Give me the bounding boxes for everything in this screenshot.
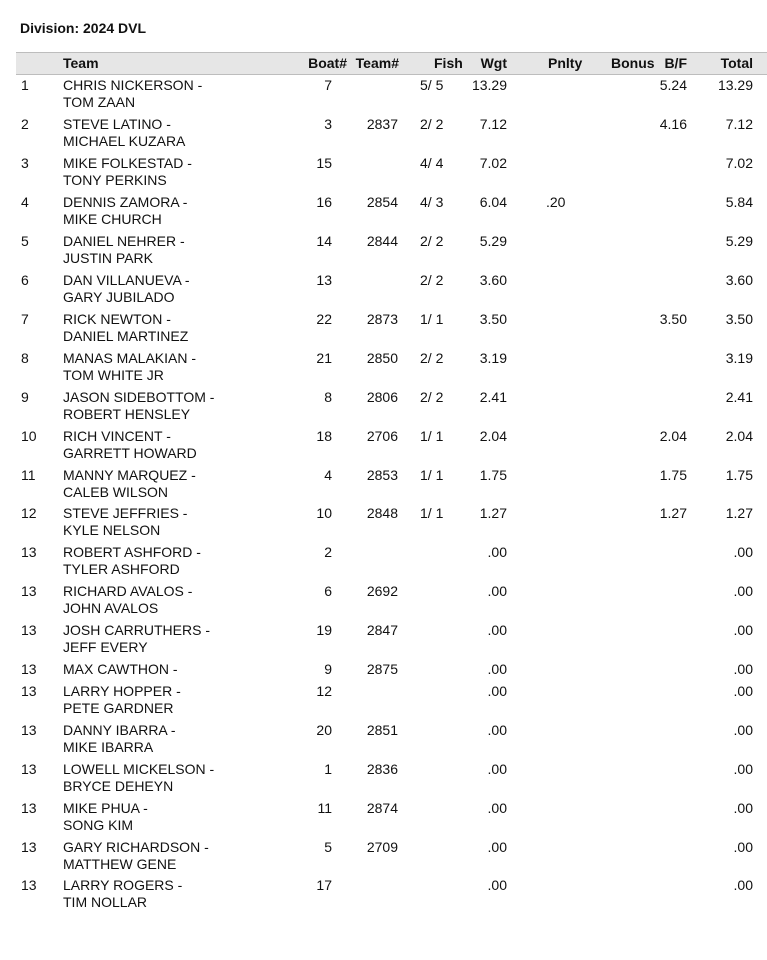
place-cell: 10 bbox=[21, 428, 37, 444]
weight-cell: 3.50 bbox=[479, 311, 507, 327]
boat-cell: 20 bbox=[316, 722, 332, 738]
team-name-line2: BRYCE DEHEYN bbox=[63, 778, 174, 794]
team-number-cell: 2848 bbox=[366, 505, 398, 521]
team-number-cell: 2709 bbox=[366, 839, 398, 855]
fish-cell: 2/ 2 bbox=[420, 272, 444, 288]
header-total: Total bbox=[720, 55, 753, 71]
boat-cell: 15 bbox=[316, 155, 332, 171]
team-name-line2: SONG KIM bbox=[63, 817, 134, 833]
place-cell: 13 bbox=[21, 622, 37, 638]
team-name-line1: JOSH CARRUTHERS - bbox=[63, 622, 211, 638]
fish-cell: 1/ 1 bbox=[420, 311, 444, 327]
big-fish-cell: 3.50 bbox=[659, 311, 687, 327]
table-header bbox=[16, 52, 767, 75]
total-cell: 2.04 bbox=[725, 428, 753, 444]
boat-cell: 22 bbox=[316, 311, 332, 327]
place-cell: 11 bbox=[21, 467, 36, 483]
weight-cell: 2.04 bbox=[479, 428, 507, 444]
boat-cell: 1 bbox=[324, 761, 332, 777]
total-cell: .00 bbox=[733, 622, 753, 638]
table-row bbox=[0, 877, 767, 915]
weight-cell: 13.29 bbox=[471, 77, 507, 93]
team-name-line2: DANIEL MARTINEZ bbox=[63, 328, 189, 344]
table-row bbox=[0, 761, 767, 799]
place-cell: 13 bbox=[21, 800, 37, 816]
weight-cell: .00 bbox=[487, 761, 507, 777]
team-name-line1: MIKE PHUA - bbox=[63, 800, 148, 816]
total-cell: 3.50 bbox=[725, 311, 753, 327]
table-row bbox=[0, 428, 767, 466]
weight-cell: .00 bbox=[487, 583, 507, 599]
total-cell: 1.75 bbox=[725, 467, 753, 483]
table-row bbox=[0, 233, 767, 271]
team-number-cell: 2854 bbox=[366, 194, 398, 210]
team-name-line2: JUSTIN PARK bbox=[63, 250, 153, 266]
team-name-line2: JOHN AVALOS bbox=[63, 600, 159, 616]
place-cell: 13 bbox=[21, 683, 37, 699]
fish-cell: 2/ 2 bbox=[420, 233, 444, 249]
team-name-line2: TOM ZAAN bbox=[63, 94, 136, 110]
total-cell: 3.60 bbox=[725, 272, 753, 288]
place-cell: 4 bbox=[21, 194, 29, 210]
total-cell: 13.29 bbox=[717, 77, 753, 93]
boat-cell: 5 bbox=[324, 839, 332, 855]
header-boat: Boat# bbox=[308, 55, 347, 71]
total-cell: 3.19 bbox=[725, 350, 753, 366]
team-name-line2: TOM WHITE JR bbox=[63, 367, 164, 383]
weight-cell: 1.75 bbox=[479, 467, 507, 483]
team-name-line1: MIKE FOLKESTAD - bbox=[63, 155, 192, 171]
team-name-line1: RICK NEWTON - bbox=[63, 311, 171, 327]
total-cell: 5.84 bbox=[725, 194, 753, 210]
big-fish-cell: 1.27 bbox=[659, 505, 687, 521]
table-row bbox=[0, 350, 767, 388]
boat-cell: 18 bbox=[316, 428, 332, 444]
table-row bbox=[0, 467, 767, 505]
team-name-line2: MICHAEL KUZARA bbox=[63, 133, 186, 149]
place-cell: 7 bbox=[21, 311, 29, 327]
place-cell: 2 bbox=[21, 116, 29, 132]
team-name-line1: MANAS MALAKIAN - bbox=[63, 350, 197, 366]
team-number-cell: 2874 bbox=[366, 800, 398, 816]
table-row bbox=[0, 311, 767, 349]
weight-cell: .00 bbox=[487, 722, 507, 738]
total-cell: 1.27 bbox=[725, 505, 753, 521]
team-name-line1: DANIEL NEHRER - bbox=[63, 233, 185, 249]
team-name-line2: ROBERT HENSLEY bbox=[63, 406, 191, 422]
fish-cell: 4/ 3 bbox=[420, 194, 444, 210]
table-row bbox=[0, 683, 767, 721]
boat-cell: 6 bbox=[324, 583, 332, 599]
place-cell: 13 bbox=[21, 661, 37, 677]
weight-cell: 7.12 bbox=[479, 116, 507, 132]
table-row bbox=[0, 505, 767, 543]
table-row bbox=[0, 622, 767, 660]
total-cell: .00 bbox=[733, 839, 753, 855]
team-name-line1: LOWELL MICKELSON - bbox=[63, 761, 215, 777]
total-cell: .00 bbox=[733, 544, 753, 560]
team-name-line1: MAX CAWTHON - bbox=[63, 661, 178, 677]
big-fish-cell: 2.04 bbox=[659, 428, 687, 444]
header-penalty: Pnlty bbox=[548, 55, 583, 71]
place-cell: 13 bbox=[21, 544, 37, 560]
boat-cell: 16 bbox=[316, 194, 332, 210]
header-fish: Fish bbox=[434, 55, 463, 71]
team-number-cell: 2873 bbox=[366, 311, 398, 327]
team-name-line1: RICH VINCENT - bbox=[63, 428, 171, 444]
table-row bbox=[0, 155, 767, 193]
place-cell: 13 bbox=[21, 877, 37, 893]
total-cell: 7.12 bbox=[725, 116, 753, 132]
team-name-line1: DENNIS ZAMORA - bbox=[63, 194, 188, 210]
header-team-number: Team# bbox=[355, 55, 399, 71]
team-number-cell: 2851 bbox=[366, 722, 398, 738]
division-label: Division: 2024 DVL bbox=[20, 20, 147, 36]
team-number-cell: 2837 bbox=[366, 116, 398, 132]
team-name-line1: GARY RICHARDSON - bbox=[63, 839, 209, 855]
table-row bbox=[0, 583, 767, 621]
boat-cell: 2 bbox=[324, 544, 332, 560]
total-cell: .00 bbox=[733, 722, 753, 738]
place-cell: 13 bbox=[21, 583, 37, 599]
table-row bbox=[0, 722, 767, 760]
boat-cell: 3 bbox=[324, 116, 332, 132]
fish-cell: 1/ 1 bbox=[420, 428, 444, 444]
team-number-cell: 2806 bbox=[366, 389, 398, 405]
weight-cell: .00 bbox=[487, 800, 507, 816]
fish-cell: 1/ 1 bbox=[420, 467, 444, 483]
total-cell: 2.41 bbox=[725, 389, 753, 405]
fish-cell: 4/ 4 bbox=[420, 155, 444, 171]
table-row bbox=[0, 272, 767, 310]
boat-cell: 11 bbox=[317, 800, 332, 816]
team-name-line2: TYLER ASHFORD bbox=[63, 561, 180, 577]
boat-cell: 7 bbox=[324, 77, 332, 93]
penalty-cell: .20 bbox=[546, 194, 566, 210]
table-row bbox=[0, 116, 767, 154]
team-name-line2: MATTHEW GENE bbox=[63, 856, 177, 872]
total-cell: .00 bbox=[733, 583, 753, 599]
boat-cell: 8 bbox=[324, 389, 332, 405]
place-cell: 9 bbox=[21, 389, 29, 405]
table-row bbox=[0, 544, 767, 582]
big-fish-cell: 1.75 bbox=[659, 467, 687, 483]
fish-cell: 5/ 5 bbox=[420, 77, 444, 93]
fish-cell: 2/ 2 bbox=[420, 116, 444, 132]
team-number-cell: 2847 bbox=[366, 622, 398, 638]
header-big-fish: B/F bbox=[664, 55, 687, 71]
place-cell: 6 bbox=[21, 272, 29, 288]
weight-cell: 3.60 bbox=[479, 272, 507, 288]
boat-cell: 21 bbox=[316, 350, 332, 366]
fish-cell: 1/ 1 bbox=[420, 505, 444, 521]
team-name-line1: ROBERT ASHFORD - bbox=[63, 544, 201, 560]
boat-cell: 4 bbox=[324, 467, 332, 483]
team-number-cell: 2706 bbox=[366, 428, 398, 444]
big-fish-cell: 5.24 bbox=[659, 77, 687, 93]
total-cell: .00 bbox=[733, 800, 753, 816]
boat-cell: 13 bbox=[316, 272, 332, 288]
team-name-line2: GARRETT HOWARD bbox=[63, 445, 197, 461]
weight-cell: 1.27 bbox=[479, 505, 507, 521]
team-name-line1: MANNY MARQUEZ - bbox=[63, 467, 196, 483]
boat-cell: 17 bbox=[316, 877, 332, 893]
weight-cell: .00 bbox=[487, 544, 507, 560]
weight-cell: 7.02 bbox=[479, 155, 507, 171]
team-number-cell: 2692 bbox=[366, 583, 398, 599]
team-name-line2: TONY PERKINS bbox=[63, 172, 167, 188]
weight-cell: .00 bbox=[487, 622, 507, 638]
table-row bbox=[0, 800, 767, 838]
header-team: Team bbox=[63, 55, 99, 71]
team-number-cell: 2844 bbox=[366, 233, 398, 249]
team-name-line1: LARRY ROGERS - bbox=[63, 877, 183, 893]
table-row bbox=[0, 389, 767, 427]
place-cell: 12 bbox=[21, 505, 37, 521]
team-name-line2: MIKE IBARRA bbox=[63, 739, 154, 755]
weight-cell: 2.41 bbox=[479, 389, 507, 405]
table-row bbox=[0, 839, 767, 877]
place-cell: 8 bbox=[21, 350, 29, 366]
total-cell: .00 bbox=[733, 877, 753, 893]
team-name-line2: JEFF EVERY bbox=[63, 639, 148, 655]
place-cell: 13 bbox=[21, 722, 37, 738]
team-name-line1: STEVE JEFFRIES - bbox=[63, 505, 188, 521]
team-number-cell: 2853 bbox=[366, 467, 398, 483]
table-row bbox=[0, 77, 767, 115]
boat-cell: 19 bbox=[316, 622, 332, 638]
boat-cell: 12 bbox=[316, 683, 332, 699]
weight-cell: 3.19 bbox=[479, 350, 507, 366]
total-cell: 5.29 bbox=[725, 233, 753, 249]
place-cell: 3 bbox=[21, 155, 29, 171]
team-name-line2: CALEB WILSON bbox=[63, 484, 169, 500]
boat-cell: 10 bbox=[316, 505, 332, 521]
place-cell: 1 bbox=[21, 77, 29, 93]
header-weight: Wgt bbox=[480, 55, 507, 71]
weight-cell: 6.04 bbox=[479, 194, 507, 210]
team-name-line2: KYLE NELSON bbox=[63, 522, 161, 538]
weight-cell: .00 bbox=[487, 877, 507, 893]
team-name-line2: MIKE CHURCH bbox=[63, 211, 162, 227]
team-name-line1: DAN VILLANUEVA - bbox=[63, 272, 190, 288]
header-bonus: Bonus bbox=[611, 55, 655, 71]
team-name-line1: LARRY HOPPER - bbox=[63, 683, 181, 699]
team-name-line2: PETE GARDNER bbox=[63, 700, 174, 716]
total-cell: .00 bbox=[733, 683, 753, 699]
team-number-cell: 2875 bbox=[366, 661, 398, 677]
total-cell: 7.02 bbox=[725, 155, 753, 171]
fish-cell: 2/ 2 bbox=[420, 350, 444, 366]
place-cell: 5 bbox=[21, 233, 29, 249]
weight-cell: .00 bbox=[487, 683, 507, 699]
team-name-line2: TIM NOLLAR bbox=[63, 894, 148, 910]
team-number-cell: 2850 bbox=[366, 350, 398, 366]
total-cell: .00 bbox=[733, 761, 753, 777]
weight-cell: .00 bbox=[487, 661, 507, 677]
weight-cell: .00 bbox=[487, 839, 507, 855]
total-cell: .00 bbox=[733, 661, 753, 677]
table-row bbox=[0, 194, 767, 232]
team-name-line1: STEVE LATINO - bbox=[63, 116, 171, 132]
team-name-line1: RICHARD AVALOS - bbox=[63, 583, 193, 599]
big-fish-cell: 4.16 bbox=[659, 116, 687, 132]
team-name-line2: GARY JUBILADO bbox=[63, 289, 175, 305]
boat-cell: 9 bbox=[324, 661, 332, 677]
place-cell: 13 bbox=[21, 839, 37, 855]
team-number-cell: 2836 bbox=[366, 761, 398, 777]
team-name-line1: CHRIS NICKERSON - bbox=[63, 77, 203, 93]
fish-cell: 2/ 2 bbox=[420, 389, 444, 405]
weight-cell: 5.29 bbox=[479, 233, 507, 249]
place-cell: 13 bbox=[21, 761, 37, 777]
team-name-line1: DANNY IBARRA - bbox=[63, 722, 176, 738]
boat-cell: 14 bbox=[316, 233, 332, 249]
team-name-line1: JASON SIDEBOTTOM - bbox=[63, 389, 215, 405]
